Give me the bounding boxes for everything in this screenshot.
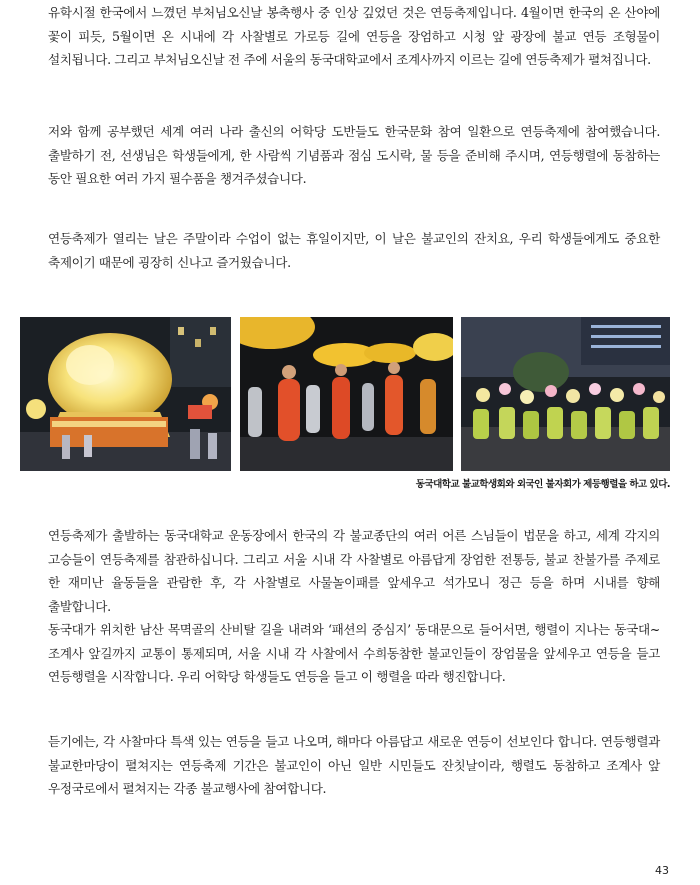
paragraph-intro: 유학시절 한국에서 느꼈던 부처님오신날 봉축행사 중 인상 깊었던 것은 연등축제입니다. 4월이면 한국의 온 산야에 꽃이 피듯, 5월이면 온 시내에 각 사찰별로 가로등 길에 연등을 장엄하고 시청 앞 광장에 불교 연등 조형물이 설치됩니다. 그리고 부처님오신날 전 주에 서울의 동국대학교에서 조계사까지 이르는 길에 연등축제가 펼쳐집니다. bbox=[48, 5, 660, 67]
lantern-parade-photo bbox=[461, 317, 670, 471]
paragraph-holiday: 연등축제가 열리는 날은 주말이라 수업이 없는 휴일이지만, 이 날은 불교인의 잔치요, 우리 학생들에게도 중요한 축제이기 때문에 굉장히 신나고 즐거웠습니다. bbox=[48, 231, 660, 270]
paragraph-classmates: 저와 함께 공부했던 세계 여러 나라 출신의 어학당 도반들도 한국문화 참여 일환으로 연등축제에 참여했습니다. 출발하기 전, 선생님은 학생들에게, 한 사람씩 기념품과 점심 도시락, 물 등을 준비해 주시며, 연등행렬에 동참하는 동안 필요한 여러 가지 필수품을 챙겨주셨습니다. bbox=[48, 124, 660, 186]
page-number: 43 bbox=[655, 864, 669, 877]
paragraph-festival: 듣기에는, 각 사찰마다 특색 있는 연등을 들고 나오며, 해마다 아름답고 새로운 연등이 선보인다 합니다. 연등행렬과 불교한마당이 펼쳐지는 연등축제 기간은 불교인이 아닌 일반 시민들도 잔칫날이라, 행렬도 동참하고 조계사 앞 우정국로에서 펼쳐지는 각종 불교행사에 참여합니다. bbox=[48, 734, 660, 796]
photo-caption: 동국대학교 불교학생회와 외국인 불자회가 제등행렬을 하고 있다. bbox=[415, 479, 670, 490]
photo-strip bbox=[20, 317, 670, 471]
paragraph-procession: 연등축제가 출발하는 동국대학교 운동장에서 한국의 각 불교종단의 여러 어른 스님들이 법문을 하고, 세계 각지의 고승들이 연등축제를 참관하십니다. 그리고 서울 시내 각 사찰별로 아름답게 장엄한 전통등, 불교 찬불가를 주제로 한 재미난 율동들을 관람한 후, 각 사찰별로 사물놀이패를 앞세우고 석가모니 정근 등을 하며 시내를 향해 출발합니다. 동국대가 위치한 남산 목멱골의 산비탈 길을 내려와 ‘패션의 중심지’ 동대문으로 들어서면, 행렬이 지나는 동국대~조계사 앞길까지 교통이 통제되며, 서울 시내 각 사찰에서 수희동참한 불교인들이 장엄물을 앞세우고 연등을 들고 연등행렬을 시작합니다. 우리 어학당 학생들도 연등을 들고 이 행렬을 따라 행진합니다. bbox=[48, 528, 660, 684]
monks-procession-photo bbox=[240, 317, 453, 471]
lantern-float-photo bbox=[20, 317, 231, 471]
